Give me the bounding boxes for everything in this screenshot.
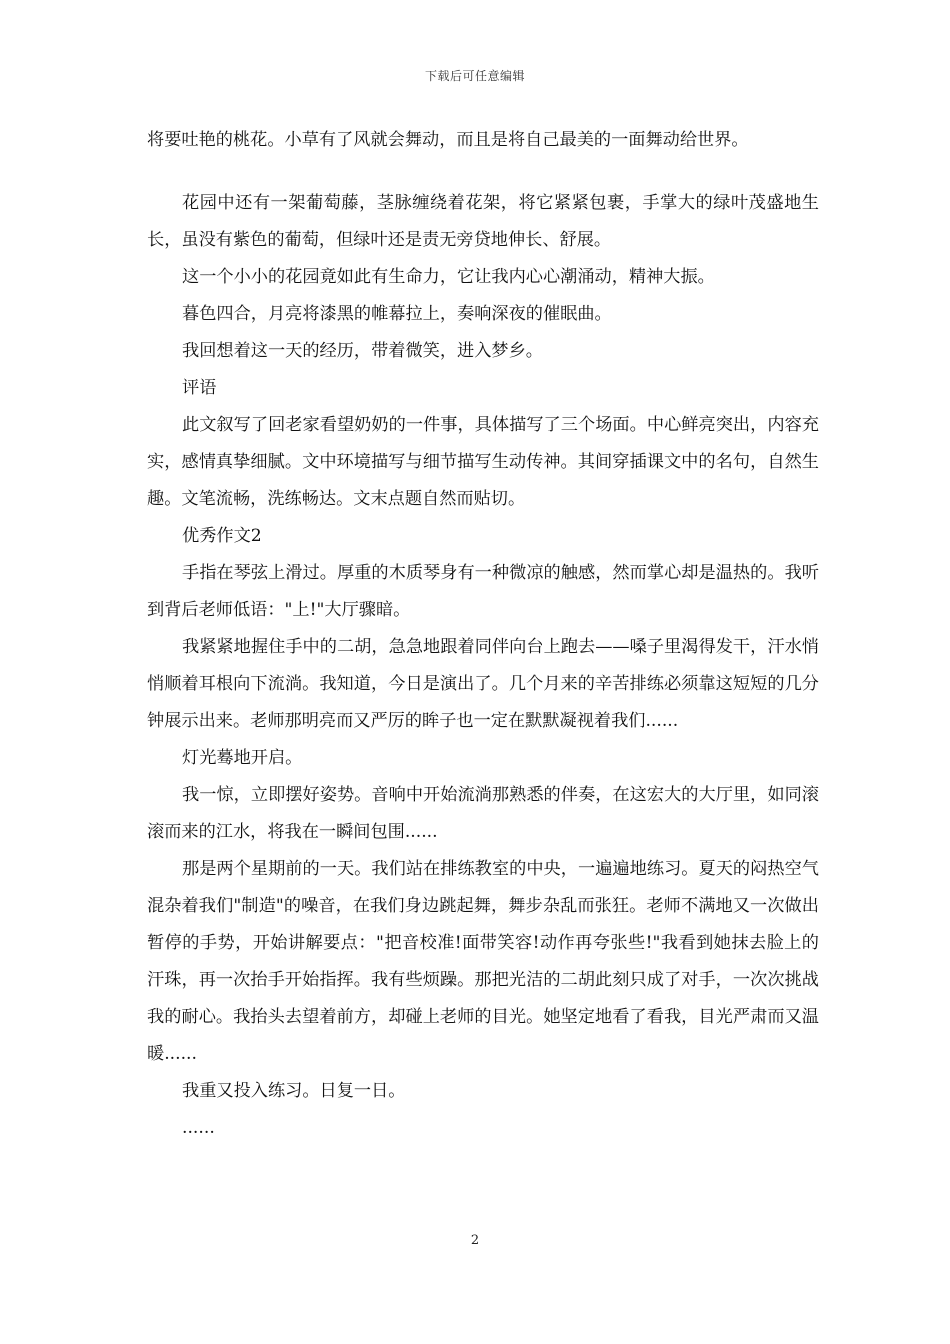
- section-heading-essay-2: 优秀作文2: [182, 526, 262, 546]
- page-number: 2: [470, 1233, 480, 1248]
- paragraph: 花园中还有一架葡萄藤，茎脉缠绕着花架，将它紧紧包裹，手掌大的绿叶茂盛地生长，虽没有紫色的葡萄，但绿叶还是责无旁贷地伸长、舒展。: [147, 193, 819, 250]
- document-body: [147, 122, 819, 1147]
- paragraph: 我回想着这一天的经历，带着微笑，进入梦乡。: [182, 341, 543, 361]
- paragraph-ellipsis: ......: [182, 1118, 215, 1138]
- page-header: 下载后可任意编辑: [424, 69, 525, 83]
- paragraph-continuation: 将要吐艳的桃花。小草有了风就会舞动，而且是将自己最美的一面舞动给世界。: [147, 130, 749, 150]
- paragraph: 此文叙写了回老家看望奶奶的一件事，具体描写了三个场面。中心鲜亮突出，内容充实，感情真挚细腻。文中环境描写与细节描写生动传神。其间穿插课文中的名句，自然生趣。文笔流畅，洗练畅达。文末点题自然而贴切。: [147, 415, 819, 509]
- paragraph: 手指在琴弦上滑过。厚重的木质琴身有一种微凉的触感，然而掌心却是温热的。我听到背后老师低语："上!"大厅骤暗。: [147, 563, 819, 620]
- paragraph: 我一惊，立即摆好姿势。音响中开始流淌那熟悉的伴奏，在这宏大的大厅里，如同滚滚而来的江水，将我在一瞬间包围......: [147, 785, 819, 842]
- paragraph: 暮色四合，月亮将漆黑的帷幕拉上，奏响深夜的催眠曲。: [182, 304, 612, 324]
- paragraph: 这一个小小的花园竟如此有生命力，它让我内心心潮涌动，精神大振。: [182, 267, 715, 287]
- paragraph: 灯光蓦地开启。: [182, 748, 303, 768]
- paragraph: 我重又投入练习。日复一日。: [182, 1081, 406, 1101]
- paragraph: 那是两个星期前的一天。我们站在排练教室的中央，一遍遍地练习。夏天的闷热空气混杂着我们"制造"的噪音，在我们身边跳起舞，舞步杂乱而张狂。老师不满地又一次做出暂停的手势，开始讲解要点："把音校准!面带笑容!动作再夸张些!"我看到她抹去脸上的汗珠，再一次抬手开始指挥。我有些烦躁。那把光洁的二胡此刻只成了对手，一次次挑战我的耐心。我抬头去望着前方，却碰上老师的目光。她坚定地看了看我，目光严肃而又温暖......: [147, 859, 819, 1064]
- paragraph: 我紧紧地握住手中的二胡，急急地跟着同伴向台上跑去——嗓子里渴得发干，汗水悄悄顺着耳根向下流淌。我知道，今日是演出了。几个月来的辛苦排练必须靠这短短的几分钟展示出来。老师那明亮而又严厉的眸子也一定在默默凝视着我们......: [147, 637, 819, 731]
- section-heading-comment: 评语: [182, 378, 217, 398]
